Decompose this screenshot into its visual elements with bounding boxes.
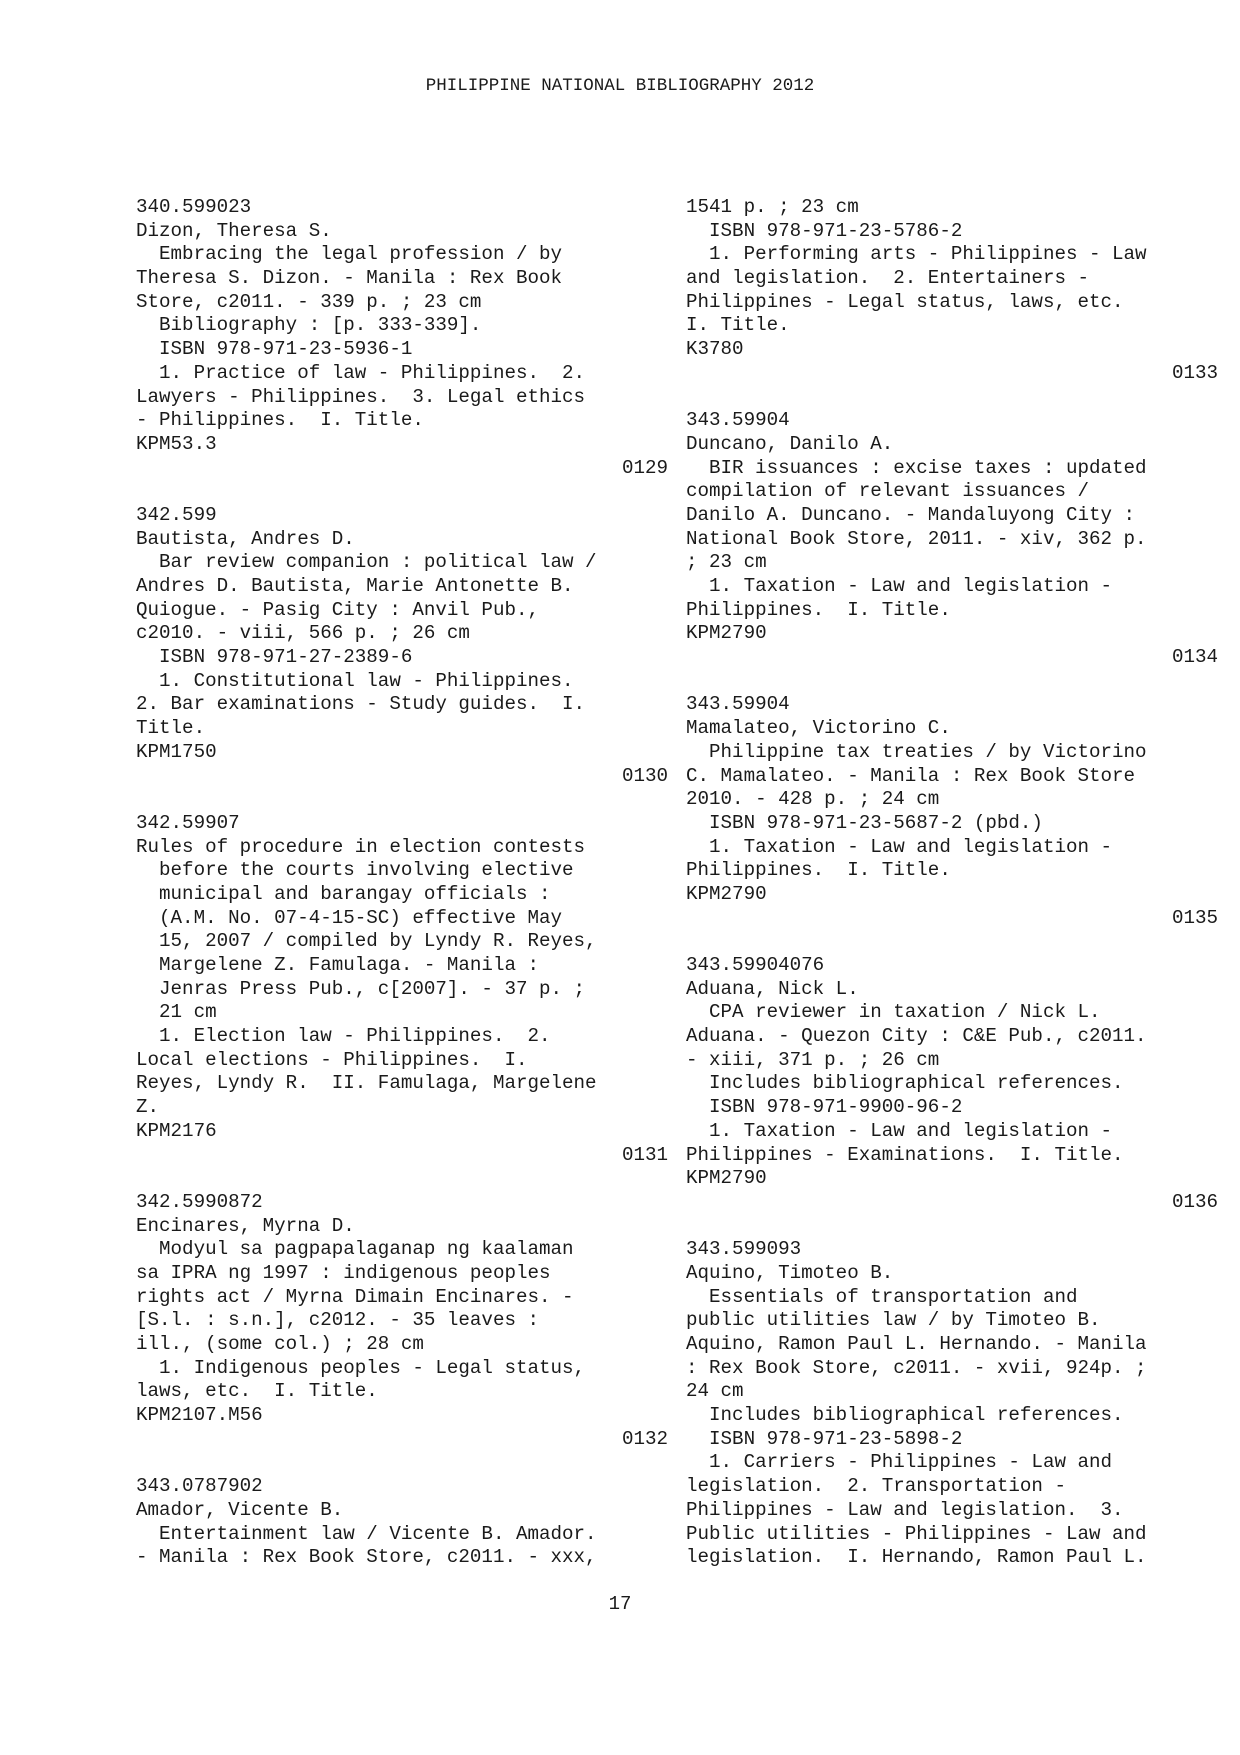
entry-line: I. Title. (686, 314, 790, 337)
bibliography-entry (686, 196, 1218, 386)
entry-line: 1. Performing arts - Philippines - Law (686, 243, 1147, 266)
entry-line: Public utilities - Philippines - Law and (686, 1522, 1147, 1545)
entry-gap (686, 386, 1218, 410)
entry-line: Essentials of transportation and (686, 1285, 1078, 1308)
entry-line: Philippines. I. Title. (686, 859, 951, 882)
entry-line: Aduana. - Quezon City : C&E Pub., c2011. (686, 1025, 1147, 1048)
entry-line: 2010. - 428 p. ; 24 cm (686, 788, 940, 811)
entry-line: 15, 2007 / compiled by Lyndy R. Reyes, (136, 930, 597, 953)
entry-line: Philippines - Examinations. I. Title. (686, 1143, 1124, 1166)
entry-line: Includes bibliographical references. (686, 1072, 1124, 1095)
entry-line: 1. Election law - Philippines. 2. (136, 1025, 551, 1048)
entry-line: - Philippines. I. Title. (136, 409, 424, 432)
entry-line: Embracing the legal profession / by (136, 243, 563, 266)
entry-gap (686, 930, 1218, 954)
entry-line: - xiii, 371 p. ; 26 cm (686, 1048, 940, 1071)
entry-line: ; 23 cm (686, 551, 767, 574)
bibliography-entry (686, 693, 1218, 930)
entry-line: 2. Bar examinations - Study guides. I. (136, 693, 586, 716)
entry-gap (136, 480, 668, 504)
entry-line: Includes bibliographical references. (686, 1404, 1124, 1427)
bibliography-entry (686, 409, 1218, 670)
entry-line: 343.0787902 (136, 1475, 263, 1498)
entry-line: Philippine tax treaties / by Victorino (686, 740, 1147, 763)
bibliography-entry (136, 1475, 668, 1570)
entry-line: KPM1750 (136, 740, 217, 763)
entry-line: KPM2790 (686, 1167, 767, 1190)
entry-line: 1. Taxation - Law and legislation - (686, 1119, 1113, 1142)
entry-number: 0133 (1171, 361, 1218, 384)
entry-line: c2010. - viii, 566 p. ; 26 cm (136, 622, 470, 645)
entry-gap (136, 1167, 668, 1191)
entry-line: municipal and barangay officials : (136, 882, 551, 905)
entry-line: 343.59904076 (686, 954, 825, 976)
entry-line: rights act / Myrna Dimain Encinares. - (136, 1285, 574, 1308)
entry-number: 0131 (621, 1143, 668, 1166)
entry-line: Jenras Press Pub., c[2007]. - 37 p. ; (136, 977, 586, 1000)
entry-line: ISBN 978-971-23-5786-2 (686, 219, 963, 242)
entry-line: 342.59907 (136, 811, 240, 834)
left-column (136, 196, 668, 1570)
entry-line: ISBN 978-971-27-2389-6 (136, 646, 413, 669)
page-number: 17 (608, 1593, 632, 1615)
entry-line: 21 cm (136, 1001, 217, 1024)
entry-line: KPM2107.M56 (136, 1404, 263, 1427)
entry-line: - Manila : Rex Book Store, c2011. - xxx, (136, 1546, 597, 1569)
entry-line: 24 cm (686, 1380, 744, 1403)
entry-line: compilation of relevant issuances / (686, 480, 1090, 503)
entry-line: Danilo A. Duncano. - Mandaluyong City : (686, 503, 1136, 526)
entry-line: Dizon, Theresa S. (136, 219, 332, 242)
entry-line: 1. Practice of law - Philippines. 2. (136, 361, 586, 384)
entry-line: sa IPRA ng 1997 : indigenous peoples (136, 1261, 551, 1284)
entry-line: (A.M. No. 07-4-15-SC) effective May (136, 906, 563, 929)
entry-line: Philippines - Law and legislation. 3. (686, 1498, 1124, 1521)
entry-line: KPM2790 (686, 622, 767, 645)
entry-line: 343.59904 (686, 693, 790, 716)
entry-line: 340.599023 (136, 196, 252, 218)
entry-line: Mamalateo, Victorino C. (686, 717, 951, 740)
entry-line: before the courts involving elective (136, 859, 574, 882)
entry-line: Z. (136, 1096, 160, 1119)
entry-line: legislation. 2. Transportation - (686, 1475, 1066, 1498)
entry-number: 0129 (621, 456, 668, 479)
entry-line: Bibliography : [p. 333-339]. (136, 314, 482, 337)
bibliography-entry (686, 1238, 1218, 1570)
entry-line: legislation. I. Hernando, Ramon Paul L. (686, 1546, 1147, 1569)
entry-line: public utilities law / by Timoteo B. (686, 1309, 1101, 1332)
bibliography-entry (136, 812, 668, 1167)
bibliography-entry (136, 1191, 668, 1452)
entry-number: 0136 (1171, 1190, 1218, 1213)
entry-gap (136, 1451, 668, 1475)
entry-line: BIR issuances : excise taxes : updated (686, 456, 1147, 479)
entry-line: KPM2176 (136, 1119, 217, 1142)
entry-number: 0134 (1171, 646, 1218, 669)
entry-line: [S.l. : s.n.], c2012. - 35 leaves : (136, 1309, 540, 1332)
bibliography-entry (136, 196, 668, 480)
entry-line: Andres D. Bautista, Marie Antonette B. (136, 575, 574, 597)
entry-line: Bautista, Andres D. (136, 527, 355, 550)
entry-number: 0130 (621, 764, 668, 787)
entry-line: 1. Indigenous peoples - Legal status, (136, 1356, 586, 1379)
bibliography-entry (136, 504, 668, 788)
entry-line: Theresa S. Dizon. - Manila : Rex Book (136, 267, 563, 290)
entry-line: Duncano, Danilo A. (686, 432, 894, 455)
entry-line: Quiogue. - Pasig City : Anvil Pub., (136, 598, 540, 621)
entry-line: C. Mamalateo. - Manila : Rex Book Store (686, 764, 1136, 787)
entry-line: Modyul sa pagpapalaganap ng kaalaman (136, 1238, 574, 1261)
running-head: PHILIPPINE NATIONAL BIBLIOGRAPHY 2012 (425, 76, 815, 96)
entry-gap (686, 670, 1218, 694)
entry-line: Bar review companion : political law / (136, 551, 597, 574)
entry-line: Title. (136, 717, 206, 740)
entry-line: ISBN 978-971-23-5687-2 (pbd.) (686, 811, 1043, 834)
entry-line: ill., (some col.) ; 28 cm (136, 1333, 424, 1355)
entry-line: Aduana, Nick L. (686, 977, 859, 1000)
entry-line: Philippines - Legal status, laws, etc. (686, 290, 1124, 313)
entry-line: 1. Taxation - Law and legislation - (686, 835, 1113, 858)
entry-line: Rules of procedure in election contests (136, 835, 586, 858)
bibliography-entry (686, 954, 1218, 1215)
entry-line: 343.59904 (686, 409, 790, 432)
entry-line: KPM53.3 (136, 432, 217, 455)
entry-line: CPA reviewer in taxation / Nick L. (686, 1001, 1101, 1024)
right-column (686, 196, 1218, 1570)
entry-line: K3780 (686, 338, 744, 361)
entry-line: National Book Store, 2011. - xiv, 362 p. (686, 527, 1147, 550)
entry-line: ISBN 978-971-9900-96-2 (686, 1096, 963, 1119)
entry-line: 343.599093 (686, 1238, 802, 1261)
entry-line: Aquino, Timoteo B. (686, 1261, 894, 1284)
entry-line: Encinares, Myrna D. (136, 1214, 355, 1237)
entry-number: 0135 (1171, 906, 1218, 929)
entry-line: KPM2790 (686, 882, 767, 905)
entry-gap (136, 788, 668, 812)
entry-line: Amador, Vicente B. (136, 1498, 344, 1521)
entry-line: Reyes, Lyndy R. II. Famulaga, Margelene (136, 1072, 597, 1095)
entry-line: Entertainment law / Vicente B. Amador. (136, 1522, 597, 1545)
entry-line: : Rex Book Store, c2011. - xvii, 924p. ; (686, 1356, 1147, 1379)
entry-line: 342.5990872 (136, 1190, 263, 1213)
entry-gap (686, 1215, 1218, 1239)
entry-number: 0132 (621, 1427, 668, 1450)
entry-line: 1. Constitutional law - Philippines. (136, 669, 574, 692)
entry-line: laws, etc. I. Title. (136, 1380, 378, 1403)
entry-line: 342.599 (136, 503, 217, 526)
entry-line: Lawyers - Philippines. 3. Legal ethics (136, 385, 586, 408)
entry-line: Aquino, Ramon Paul L. Hernando. - Manila (686, 1333, 1147, 1355)
entry-line: Philippines. I. Title. (686, 598, 951, 621)
entry-line: Store, c2011. - 339 p. ; 23 cm (136, 290, 482, 313)
entry-line: 1. Carriers - Philippines - Law and (686, 1451, 1113, 1474)
entry-line: 1. Taxation - Law and legislation - (686, 575, 1113, 597)
entry-line: 1541 p. ; 23 cm (686, 196, 859, 218)
entry-line: ISBN 978-971-23-5898-2 (686, 1427, 963, 1450)
entry-line: ISBN 978-971-23-5936-1 (136, 338, 413, 361)
entry-line: Margelene Z. Famulaga. - Manila : (136, 954, 540, 976)
entry-line: and legislation. 2. Entertainers - (686, 267, 1090, 290)
entry-line: Local elections - Philippines. I. (136, 1048, 528, 1071)
